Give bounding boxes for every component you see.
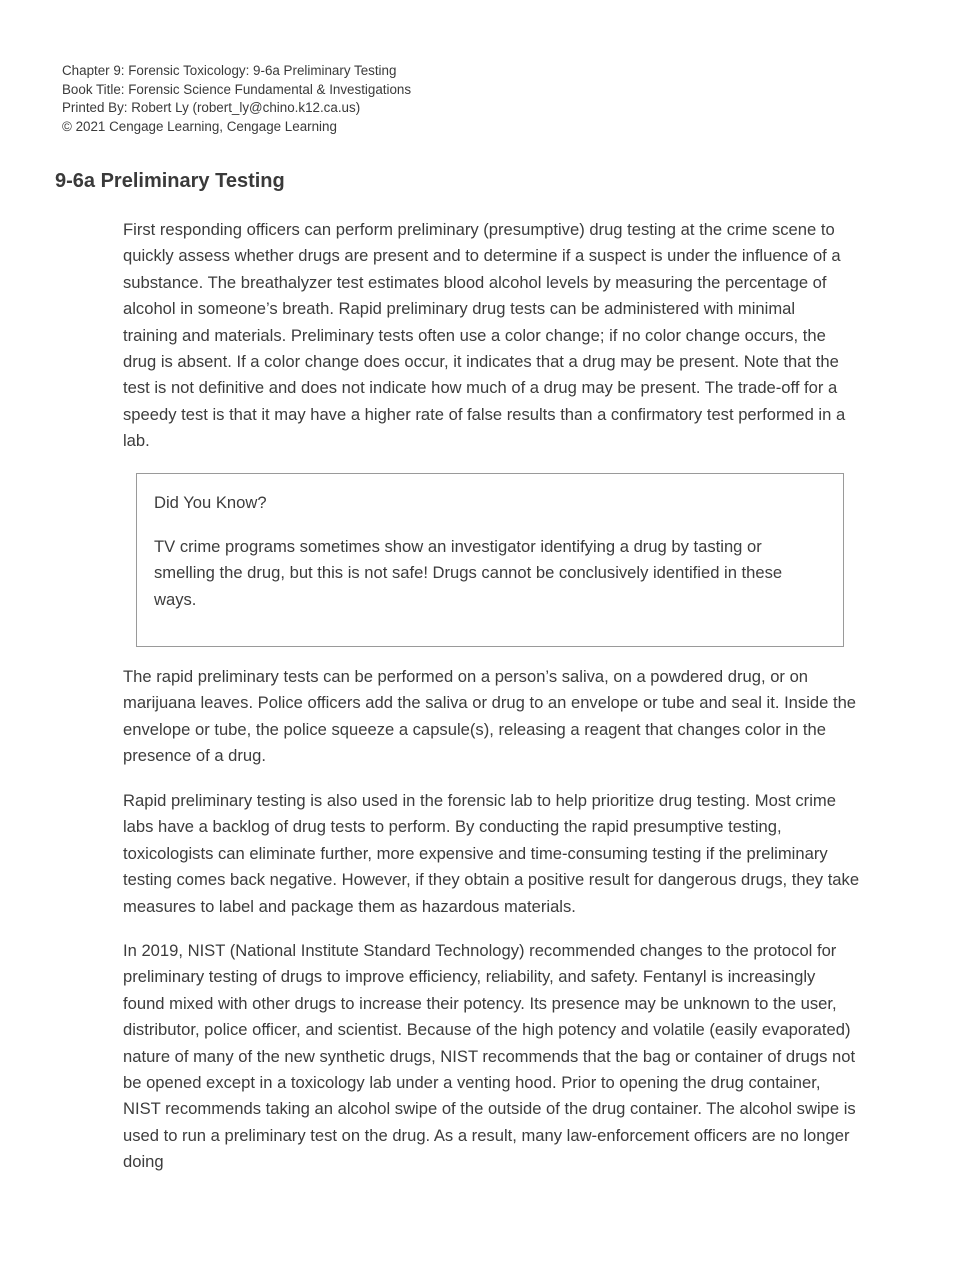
book-title-line: Book Title: Forensic Science Fundamental & Investigations	[62, 81, 412, 97]
print-header	[62, 62, 411, 136]
paragraph-nist: In 2019, NIST (National Institute Standard Technology) recommended changes to the protocol for preliminary testing of drugs to improve efficiency, reliability, and safety. Fentanyl is increasingly found mixed with other drugs to increase their potency. Its presence may be unknown to the user, distributor, police officer, and scientist. Because of the high potency and volatile (easily evaporated) nature of many of the new synthetic drugs, NIST recommends that the bag or container of drugs not be opened except in a toxicology lab under a venting hood. Prior to opening the drug container, NIST recommends taking an alcohol swipe of the outside of the drug container. The alcohol swipe is used to run a preliminary test on the drug. As a result, many law-enforcement officers are no longer doing	[123, 941, 856, 1172]
chapter-line: Chapter 9: Forensic Toxicology: 9-6a Preliminary Testing	[62, 63, 397, 78]
paragraph-lab-prioritize: Rapid preliminary testing is also used in the forensic lab to help prioritize drug testing. Most crime labs have a backlog of drug tests to perform. By conducting the rapid presumptive testing, toxicologists can eliminate further, more expensive and time-consuming testing if the preliminary testing comes back negative. However, if they obtain a positive result for dangerous drugs, they take measures to label and package them as hazardous materials.	[123, 791, 860, 916]
paragraph-intro: First responding officers can perform preliminary (presumptive) drug testing at the crime scene to quickly assess whether drugs are present and to determine if a suspect is under the influence of a substance. The breathalyzer test estimates blood alcohol levels by measuring the percentage of alcohol in someone’s breath. Rapid preliminary drug tests can be administered with minimal training and materials. Preliminary tests often use a color change; if no color change occurs, the drug is absent. If a color change does occur, it indicates that a drug may be present. Note that the test is not definitive and does not indicate how much of a drug may be present. The trade-off for a speedy test is that it may have a higher rate of false results than a confirmatory test performed in a lab.	[123, 220, 846, 451]
copyright-line: © 2021 Cengage Learning, Cengage Learning	[62, 118, 337, 134]
paragraph-rapid-tests: The rapid preliminary tests can be performed on a person’s saliva, on a powdered drug, or on marijuana leaves. Police officers add the saliva or drug to an envelope or tube and seal it. Inside the envelope or tube, the police squeeze a capsule(s), releasing a reagent that changes color in the presence of a drug.	[123, 667, 857, 766]
callout-body: TV crime programs sometimes show an investigator identifying a drug by tasting or smelling the drug, but this is not safe! Drugs cannot be conclusively identified in these ways.	[154, 537, 783, 609]
printed-by-line: Printed By: Robert Ly (robert_ly@chino.k12.ca.us)	[62, 100, 361, 116]
callout-title: Did You Know?	[154, 493, 267, 512]
section-title: 9-6a Preliminary Testing	[55, 170, 285, 192]
did-you-know-callout	[136, 473, 844, 647]
